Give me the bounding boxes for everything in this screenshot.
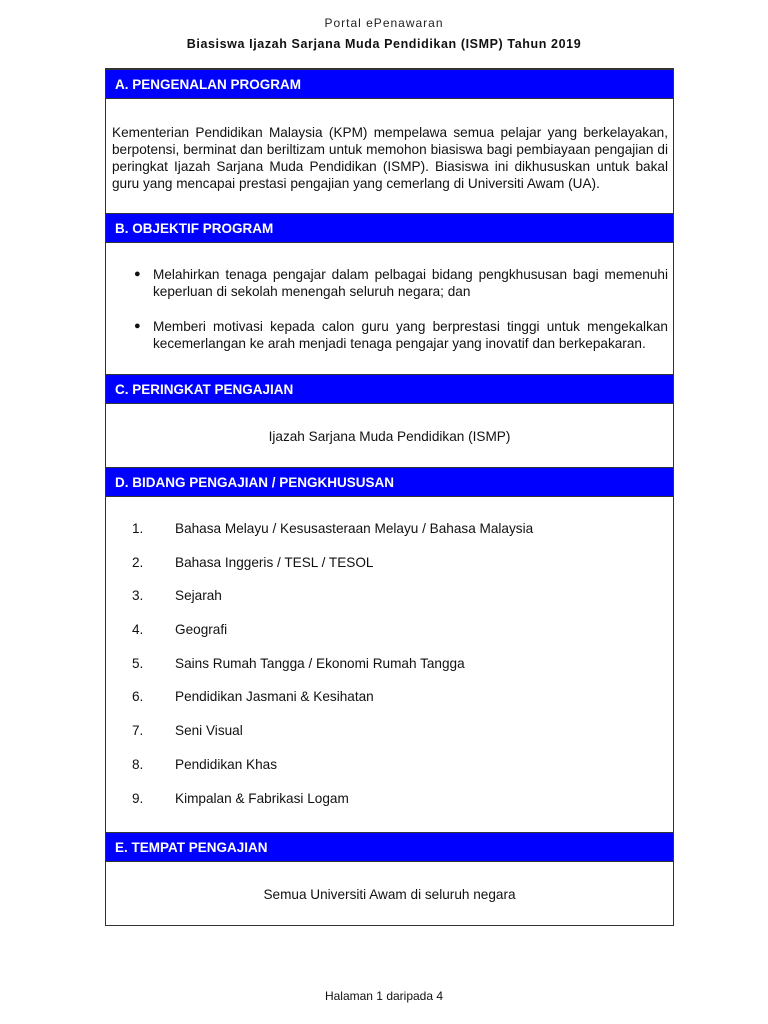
list-item xyxy=(132,757,652,791)
list-item-number: 4. xyxy=(132,622,144,638)
objective-text: Melahirkan tenaga pengajar dalam pelbagai bidang pengkhususan bagi memenuhi keperluan di sekolah menengah seluruh negara; dan xyxy=(153,267,668,299)
section-e-heading: E. TEMPAT PENGAJIAN xyxy=(106,832,673,862)
page-number: Halaman 1 daripada 4 xyxy=(324,989,444,1003)
list-item-number: 3. xyxy=(132,588,144,604)
bullet-icon: ● xyxy=(134,320,141,332)
list-item-number: 5. xyxy=(132,655,144,671)
list-item-number: 7. xyxy=(132,723,144,739)
list-item-label: Sains Rumah Tangga / Ekonomi Rumah Tangga xyxy=(175,655,465,671)
section-a-body: Kementerian Pendidikan Malaysia (KPM) mempelawa semua pelajar yang berkelayakan, berpotensi, berminat dan beriltizam untuk memohon biasiswa bagi pembiayaan pengajian di peringkat Ijazah Sarjana Muda Pendidikan (ISMP). Biasiswa ini dikhususkan untuk bakal guru yang mencapai prestasi pengajian yang cemerlang di Universiti Awam (UA). xyxy=(112,125,668,191)
list-item-label: Pendidikan Khas xyxy=(175,756,278,772)
objective-text: Memberi motivasi kepada calon guru yang berprestasi tinggi untuk mengekalkan kecemerlangan ke arah menjadi tenaga pengajar yang inovatif dan berkepakaran. xyxy=(153,319,668,351)
list-item-number: 6. xyxy=(132,689,144,705)
list-item xyxy=(132,588,652,622)
list-item-label: Kimpalan & Fabrikasi Logam xyxy=(175,790,349,806)
list-item xyxy=(132,555,652,589)
objective-item xyxy=(134,318,668,352)
section-e-body: Semua Universiti Awam di seluruh negara xyxy=(263,887,516,902)
list-item xyxy=(132,723,652,757)
list-item xyxy=(132,791,652,825)
list-item-number: 8. xyxy=(132,756,144,772)
objective-list xyxy=(134,266,668,352)
list-item xyxy=(132,656,652,690)
section-c-body: Ijazah Sarjana Muda Pendidikan (ISMP) xyxy=(268,429,511,444)
list-item xyxy=(132,689,652,723)
field-of-study-list xyxy=(132,521,652,824)
portal-name: Portal ePenawaran xyxy=(324,16,444,30)
objective-item xyxy=(134,266,668,300)
list-item-label: Bahasa Melayu / Kesusasteraan Melayu / Bahasa Malaysia xyxy=(175,521,534,536)
list-item-label: Bahasa Inggeris / TESL / TESOL xyxy=(175,554,374,570)
list-item xyxy=(132,521,652,555)
section-b-heading: B. OBJEKTIF PROGRAM xyxy=(106,213,673,243)
list-item-number: 2. xyxy=(132,554,144,570)
list-item-number: 9. xyxy=(132,790,144,806)
list-item-number: 1. xyxy=(132,521,144,536)
list-item-label: Seni Visual xyxy=(175,723,243,739)
section-a-heading: A. PENGENALAN PROGRAM xyxy=(106,69,673,99)
list-item xyxy=(132,622,652,656)
list-item-label: Geografi xyxy=(175,622,228,638)
list-item-label: Sejarah xyxy=(175,588,222,604)
list-item-label: Pendidikan Jasmani & Kesihatan xyxy=(175,689,374,705)
section-d-heading: D. BIDANG PENGAJIAN / PENGKHUSUSAN xyxy=(106,467,673,497)
section-c-heading: C. PERINGKAT PENGAJIAN xyxy=(106,374,673,404)
document-title: Biasiswa Ijazah Sarjana Muda Pendidikan (ISMP) Tahun 2019 xyxy=(186,37,582,51)
bullet-icon: ● xyxy=(134,268,141,280)
